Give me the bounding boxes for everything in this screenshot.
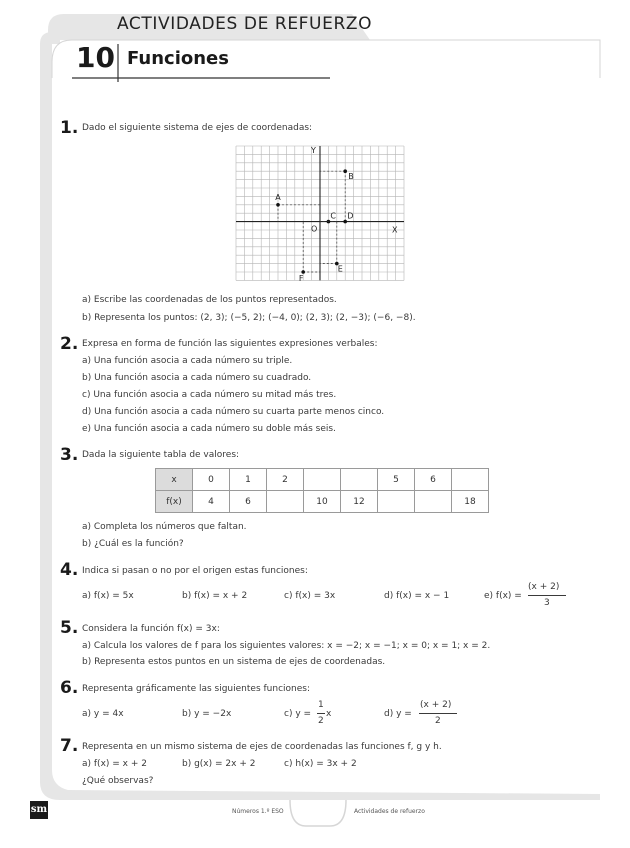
question-6a: a) y = 4x <box>82 709 124 719</box>
unit-number: 10 <box>76 41 115 74</box>
table-cell <box>341 469 378 491</box>
question-3-prompt: Dada la siguiente tabla de valores: <box>82 450 240 460</box>
question-4d: d) f(x) = x − 1 <box>384 591 450 601</box>
fraction-bar <box>528 595 566 596</box>
question-6-number: 6. <box>60 678 79 698</box>
question-5a: a) Calcula los valores de f para los siguientes valores: x = −2; x = −1; x = 0; x = 1; x = 2. <box>82 641 491 651</box>
fraction-bar <box>317 713 325 714</box>
table-cell: 4 <box>193 491 230 513</box>
table-cell: 2 <box>267 469 304 491</box>
y-axis-label: Y <box>311 146 316 155</box>
question-7-prompt: Representa en un mismo sistema de ejes de coordenadas las funciones f, g y h. <box>82 742 442 752</box>
question-4c: c) f(x) = 3x <box>284 591 336 601</box>
fraction-denominator: 2 <box>318 716 324 726</box>
table-cell: 12 <box>341 491 378 513</box>
table-cell <box>452 469 489 491</box>
question-4e: e) f(x) = <box>484 591 522 601</box>
question-5-prompt: Considera la función f(x) = 3x: <box>82 624 220 634</box>
table-cell <box>378 491 415 513</box>
question-4-prompt: Indica si pasan o no por el origen estas funciones: <box>82 566 308 576</box>
question-6c: c) y = <box>284 709 312 719</box>
section-header: ACTIVIDADES DE REFUERZO <box>117 14 373 34</box>
origin-label: O <box>311 224 318 234</box>
table-cell: f(x) <box>156 491 193 513</box>
question-5-number: 5. <box>60 618 79 638</box>
table-cell <box>304 469 341 491</box>
fraction-bar <box>419 713 457 714</box>
footer-center: Números 1.º ESO <box>232 808 284 815</box>
table-cell: 10 <box>304 491 341 513</box>
question-3-number: 3. <box>60 445 79 465</box>
fraction-denominator: 3 <box>544 598 550 608</box>
coordinate-grid <box>230 140 415 290</box>
question-1b: b) Representa los puntos: (2, 3); (−5, 2); (−4, 0); (2, 3); (2, −3); (−6, −8). <box>82 313 416 323</box>
question-1-prompt: Dado el siguiente sistema de ejes de coordenadas: <box>82 123 313 133</box>
question-2-number: 2. <box>60 334 79 354</box>
table-cell: 6 <box>415 469 452 491</box>
fraction-variable: x <box>326 709 332 719</box>
question-7c: c) h(x) = 3x + 2 <box>284 759 357 769</box>
table-cell: 0 <box>193 469 230 491</box>
fraction-numerator: (x + 2) <box>528 582 560 592</box>
question-2-prompt: Expresa en forma de función las siguientes expresiones verbales: <box>82 339 378 349</box>
question-7b: b) g(x) = 2x + 2 <box>182 759 256 769</box>
point-label: A <box>275 192 281 202</box>
point-label: F <box>298 274 304 283</box>
table-cell: 6 <box>230 491 267 513</box>
question-3b: b) ¿Cuál es la función? <box>82 539 184 549</box>
point-label: B <box>348 172 354 182</box>
question-6-prompt: Representa gráficamente las siguientes funciones: <box>82 684 310 694</box>
fraction-numerator: 1 <box>318 700 324 710</box>
point-b <box>343 169 347 173</box>
question-1-number: 1. <box>60 118 79 138</box>
table-cell <box>415 491 452 513</box>
table-row <box>156 491 489 513</box>
fraction-numerator: (x + 2) <box>420 700 452 710</box>
question-2a: a) Una función asocia a cada número su triple. <box>82 356 293 366</box>
question-7-question: ¿Qué observas? <box>82 776 154 786</box>
unit-title: Funciones <box>127 48 229 69</box>
publisher-logo: sm <box>30 801 48 819</box>
point-label: E <box>337 264 343 274</box>
point-label: C <box>330 211 336 221</box>
question-1a: a) Escribe las coordenadas de los puntos representados. <box>82 295 337 305</box>
question-2d: d) Una función asocia a cada número su cuarta parte menos cinco. <box>82 407 385 417</box>
question-7-number: 7. <box>60 736 79 756</box>
question-3a: a) Completa los números que faltan. <box>82 522 247 532</box>
table-cell: 18 <box>452 491 489 513</box>
footer-right: Actividades de refuerzo <box>354 808 425 815</box>
question-2c: c) Una función asocia a cada número su mitad más tres. <box>82 390 337 400</box>
question-7a: a) f(x) = x + 2 <box>82 759 147 769</box>
question-4-number: 4. <box>60 560 79 580</box>
fraction-denominator: 2 <box>435 716 441 726</box>
table-cell: x <box>156 469 193 491</box>
question-2e: e) Una función asocia a cada número su doble más seis. <box>82 424 336 434</box>
values-table <box>155 468 489 513</box>
table-cell: 5 <box>378 469 415 491</box>
question-5b: b) Representa estos puntos en un sistema de ejes de coordenadas. <box>82 657 386 667</box>
table-row <box>156 469 489 491</box>
question-6b: b) y = −2x <box>182 709 232 719</box>
x-axis-label: X <box>392 225 398 235</box>
table-cell: 1 <box>230 469 267 491</box>
question-2b: b) Una función asocia a cada número su cuadrado. <box>82 373 312 383</box>
question-4a: a) f(x) = 5x <box>82 591 134 601</box>
question-4b: b) f(x) = x + 2 <box>182 591 248 601</box>
point-a <box>276 203 280 207</box>
question-6d: d) y = <box>384 709 412 719</box>
point-label: D <box>347 211 354 221</box>
table-cell <box>267 491 304 513</box>
